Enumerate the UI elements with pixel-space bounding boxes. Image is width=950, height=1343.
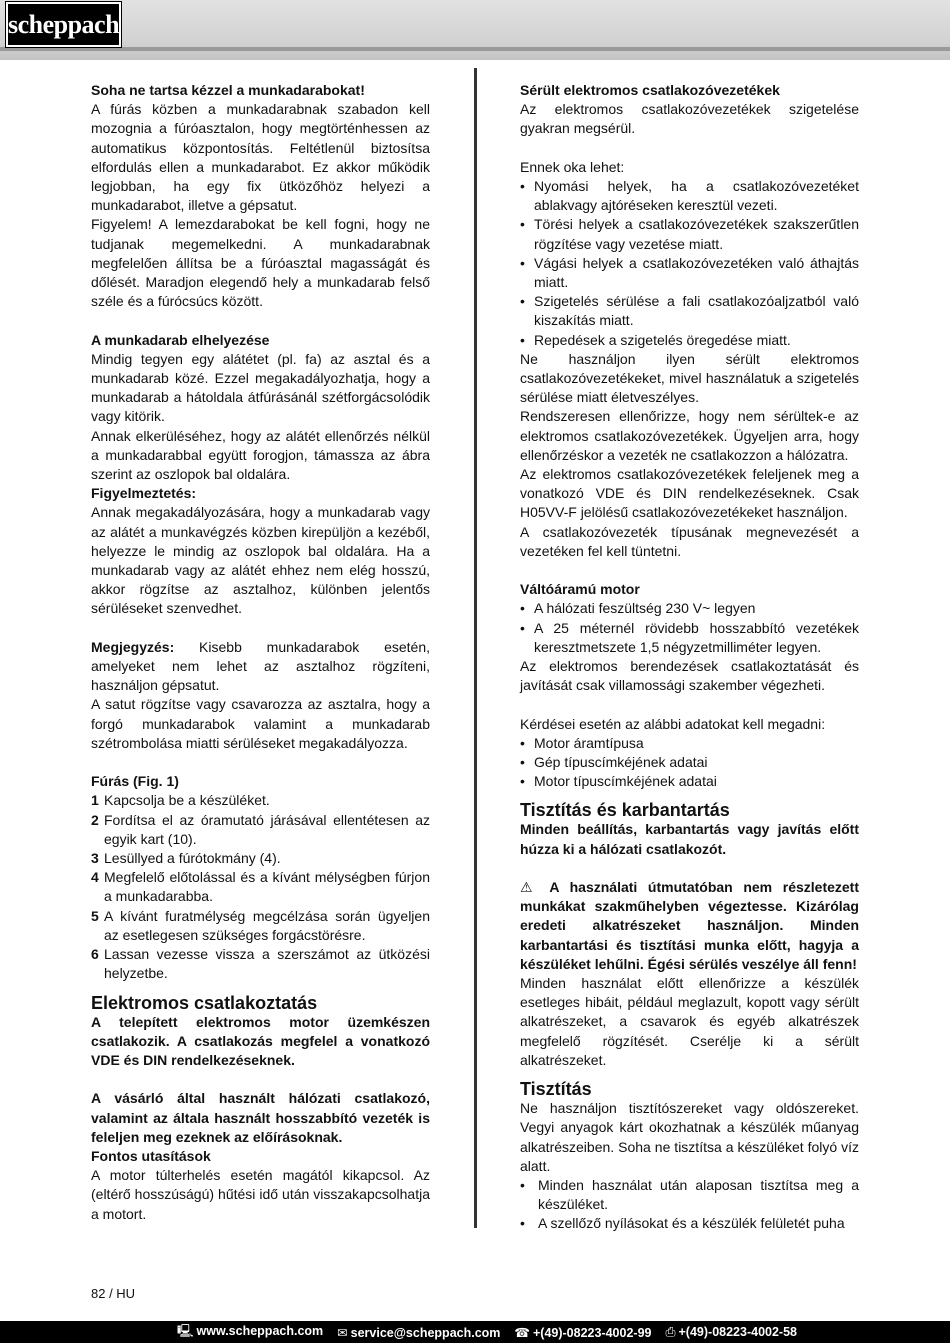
phone-icon: ☎ xyxy=(514,1325,530,1340)
left-column xyxy=(91,81,430,1224)
list-item: 4 Megfelelő előtolással és a kívánt mélységben fúrjon a munkadarabba. xyxy=(91,869,430,905)
list-item: • Vágási helyek a csatlakozóvezetéken való áthajtás miatt. xyxy=(520,254,859,291)
column-divider xyxy=(474,68,477,1228)
mail-icon: ✉ xyxy=(337,1325,348,1340)
paragraph: Az elektromos berendezések csatlakoztatását és javítását csak villamossági szakember végezheti. xyxy=(520,658,859,694)
right-column xyxy=(520,81,859,1234)
header-divider xyxy=(0,47,950,51)
paragraph: Ne használjon tisztítószereket vagy oldószereket. Vegyi anyagok kárt okozhatnak a készülék műanyag alkatrészeiben. Soha ne tisztítsa a készüléket folyó víz alatt. xyxy=(520,1100,859,1174)
footer-phone: ☎ +(49)-08223-4002-99 xyxy=(514,1325,652,1340)
page-footer xyxy=(0,1321,950,1343)
section-title: Tisztítás és karbantartás xyxy=(520,800,730,821)
bullet-list xyxy=(520,1176,859,1234)
paragraph: Ne használjon ilyen sérült elektromos csatlakozóvezetékeket, mivel használatuk a szigetelés sérülése miatt életveszélyes. xyxy=(520,350,859,406)
warning-icon: ⚠ xyxy=(520,879,540,896)
note-label: Megjegyzés: xyxy=(91,638,175,655)
footer-fax: ⎙ +(49)-08223-4002-58 xyxy=(665,1324,797,1339)
paragraph: Az elektromos csatlakozóvezetékek feleljenek meg a vonatkozó VDE és DIN rendelkezéseknek. Csak H05VV-F jelölésű csatlakozóvezetékeket használjon. xyxy=(520,466,859,521)
bold-paragraph: Minden beállítás, karbantartás vagy javítás előtt húzza ki a hálózati csatlakozót. xyxy=(520,821,859,857)
scheppach-logo: scheppach xyxy=(6,2,121,47)
bold-paragraph: A vásárló által használt hálózati csatlakozó, valamint az általa használt hosszabbító vezeték is feleljen meg ezeknek az előírásoknak. xyxy=(91,1090,430,1145)
paragraph: Az elektromos csatlakozóvezetékek szigetelése gyakran megsérül. xyxy=(520,101,859,137)
section-title: Tisztítás xyxy=(520,1079,592,1100)
bullet-list xyxy=(520,734,859,792)
list-item: • Minden használat után alaposan tisztítsa meg a készüléket. xyxy=(520,1176,859,1213)
section-heading: A munkadarab elhelyezése xyxy=(91,331,270,348)
list-item: 1 Kapcsolja be a készüléket. xyxy=(91,792,270,809)
list-item: • Motor áramtípusa xyxy=(520,734,644,751)
list-item: • Nyomási helyek, ha a csatlakozóvezetéket ablakvagy ajtóréseken keresztül vezeti. xyxy=(520,178,859,214)
paragraph: Rendszeresen ellenőrizze, hogy nem sérültek-e az elektromos csatlakozóvezetékek. Ügyeljen arra, hogy ellenőrzéskor a vezeték ne csatlakozzon a hálózatra. xyxy=(520,408,859,463)
footer-email[interactable]: ✉ service@scheppach.com xyxy=(337,1325,501,1340)
paragraph: A motor túlterhelés esetén magától kikapcsol. Az (eltérő hosszúságú) hűtési idő után visszakapcsolhatja a motort. xyxy=(91,1167,430,1222)
list-item: • Motor típuscímkéjének adatai xyxy=(520,773,717,790)
section-heading: Fúrás (Fig. 1) xyxy=(91,773,179,790)
section-heading: Sérült elektromos csatlakozóvezetékek xyxy=(520,82,780,98)
bullet-list xyxy=(520,177,859,350)
steps-list xyxy=(91,791,430,983)
list-item: • Repedések a szigetelés öregedése miatt. xyxy=(520,331,791,348)
fax-icon: ⎙ xyxy=(665,1324,676,1339)
note-paragraph xyxy=(91,638,430,696)
list-item: • Törési helyek a csatlakozóvezetékek szakszerűtlen rögzítése vagy vezetése miatt. xyxy=(520,216,859,252)
note-text: Kisebb munkadarabok esetén, amelyeket nem lehet az asztalhoz rögzíteni, használjon gépsatut. xyxy=(91,638,430,694)
list-item: 2 Fordítsa el az óramutató járásával ellentétesen az egyik kart (10). xyxy=(91,811,430,847)
footer-web[interactable]: 🖳 www.scheppach.com xyxy=(176,1323,324,1338)
section-heading: Soha ne tartsa kézzel a munkadarabokat! xyxy=(91,82,365,98)
paragraph: Annak elkerüléséhez, hogy az alátét ellenőrzés nélkül a munkadarabbal együtt forogjon, támassza az ábra szerint az oszlopok bal oldalára. xyxy=(91,427,430,483)
paragraph: Minden használat előtt ellenőrizze a készülék esetleges hibáit, például meglazult, kopott vagy sérült alkatrészeket, a csavarok és egyéb alkatrészek megfelelő rögzítését. Cserélje ki a sérült alkatrészeket. xyxy=(520,975,859,1068)
computer-icon: 🖳 xyxy=(176,1323,194,1338)
paragraph: Figyelem! A lemezdarabokat be kell fogni, hogy ne tudjanak megemelkedni. A munkadarabnak megfelelően állítsa be a fúróasztal magasságát és dőlését. Maradjon elegendő hely a munkadarab felső széle és a fúrócsúcs között. xyxy=(91,216,430,310)
bold-paragraph: A telepített elektromos motor üzemkészen csatlakozik. A csatlakozás megfelel a vonatkozó VDE és DIN rendelkezéseknek. xyxy=(91,1013,430,1068)
warning-paragraph xyxy=(520,878,859,974)
section-title: Elektromos csatlakoztatás xyxy=(91,992,318,1013)
warning-label: Figyelmeztetés: xyxy=(91,485,197,502)
list-item: 6 Lassan vezesse vissza a szerszámot az ütközési helyzetbe. xyxy=(91,946,430,982)
list-item: • Szigetelés sérülése a fali csatlakozóaljzatból való kiszakítás miatt. xyxy=(520,293,859,329)
paragraph: A csatlakozóvezeték típusának megnevezését a vezetéken fel kell tüntetni. xyxy=(520,523,859,559)
paragraph: Annak megakadályozására, hogy a munkadarab vagy az alátét a munkavégzés közben kirepüljön a kezéből, helyezze le mindig az oszlopok bal oldalára. Ha a munkadarab vagy az alátét ehhez nem elég hosszú, akkor rögzítse az asztalhoz, különben jelentős sérüléseket szenvedhet. xyxy=(91,504,430,617)
bullet-list xyxy=(520,599,859,657)
paragraph: Ennek oka lehet: xyxy=(520,158,625,175)
list-item: 3 Lesüllyed a fúrótokmány (4). xyxy=(91,850,281,867)
paragraph: Mindig tegyen egy alátétet (pl. fa) az asztal és a munkadarab közé. Ezzel megakadályozhatja, hogy a munkadarab a hátoldala átfúrásánál szétforgácsolódik vagy kitörik. xyxy=(91,350,430,425)
list-item: • A 25 méternél rövidebb hosszabbító vezetékek keresztmetszete 1,5 négyzetmilliméter legyen. xyxy=(520,619,859,655)
page-number: 82 / HU xyxy=(91,1286,136,1301)
section-heading: Váltóáramú motor xyxy=(520,581,640,598)
list-item: • A szellőző nyílásokat és a készülék felületét puha xyxy=(520,1215,845,1232)
paragraph: Kérdései esetén az alábbi adatokat kell megadni: xyxy=(520,715,826,732)
warning-text: A használati útmutatóban nem részletezett munkákat szakműhelyben végeztesse. Kizárólag eredeti alkatrészeket használjon. Minden karbantartási és tisztítási munka előtt, hagyja a készüléket lehűlni. Égési sérülés veszélye áll fenn! xyxy=(520,879,859,972)
list-item: • A hálózati feszültség 230 V~ legyen xyxy=(520,600,756,617)
paragraph: A satut rögzítse vagy csavarozza az asztalra, hogy a forgó munkadarabok valamint a munkadarab szétrombolása miatti sérüléseket megakadályozza. xyxy=(91,696,430,751)
list-item: 5 A kívánt furatmélység megcélzása során ügyeljen az esetlegesen szükséges forgácstörésre. xyxy=(91,907,430,943)
list-item: • Gép típuscímkéjének adatai xyxy=(520,754,708,771)
subheading: Fontos utasítások xyxy=(91,1147,211,1164)
page-header xyxy=(0,0,950,60)
paragraph: A fúrás közben a munkadarabnak szabadon kell mozognia a fúróasztalon, hogy megtörténhessen az automatikus központosítás. Feltétlenül biztosítsa elfordulás ellen a munkadarabot. Ez akkor működik legjobban, ha egy fix ütközőhöz helyezi a munkadarabot, illetve a gépsatut. xyxy=(91,101,430,214)
